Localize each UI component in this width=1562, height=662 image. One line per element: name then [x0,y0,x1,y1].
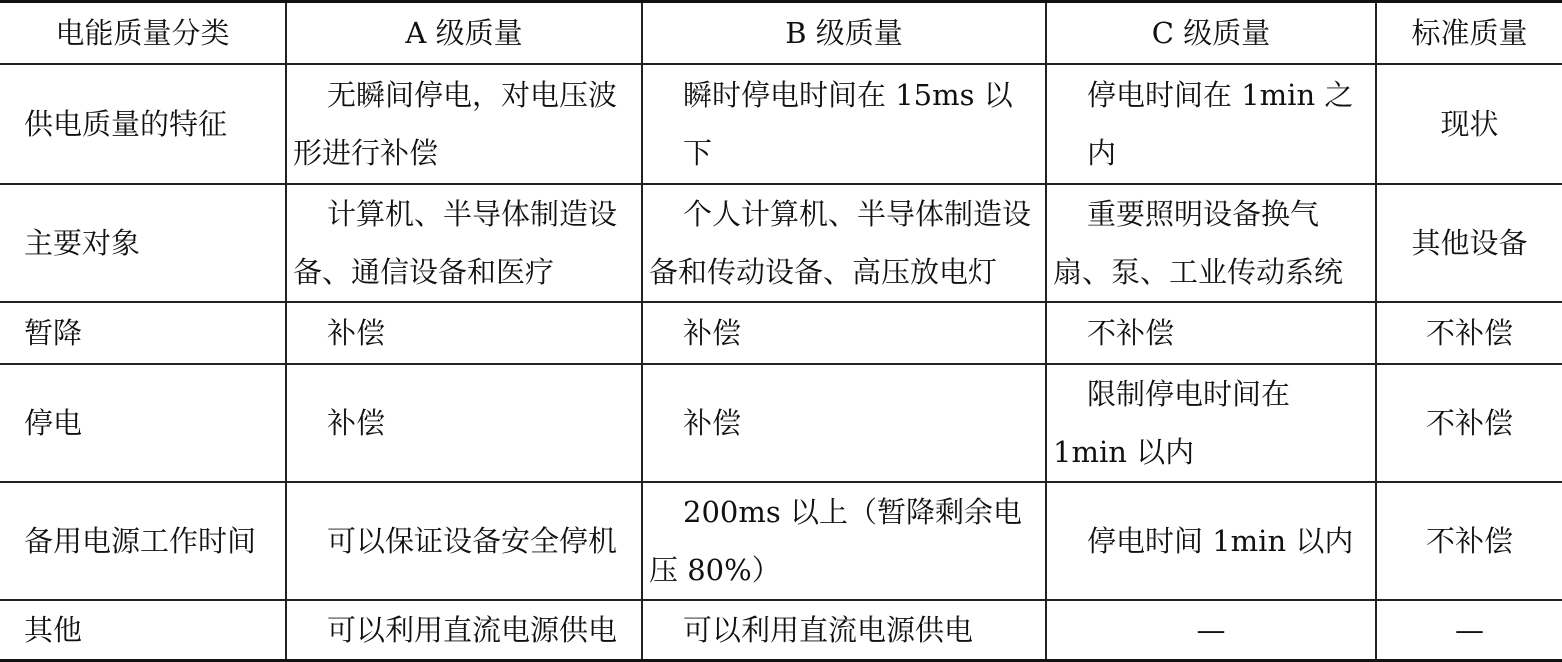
cell-text: 补偿 [327,405,386,440]
cell-text: 补偿 [683,315,742,350]
row-label: 其他 [0,600,286,661]
cell-text: 限制停电时间在 1min 以内 [1053,376,1291,469]
cell-standard: — [1376,600,1562,661]
table-header-row [0,2,1562,64]
cell-grade-a [286,302,642,364]
cell-standard: 现状 [1376,64,1562,184]
header-cell-standard: 标准质量 [1376,2,1562,64]
cell-grade-c [1046,302,1376,364]
cell-grade-a [286,600,642,661]
cell-text: 停电时间在 1min 之内 [1087,77,1354,170]
table-row [0,64,1562,184]
cell-grade-b [642,600,1046,661]
cell-text: 瞬时停电时间在 15ms 以下 [683,77,1013,170]
cell-text: 计算机、半导体制造设备、通信设备和医疗 [293,196,618,289]
table-row [0,184,1562,302]
table-row [0,600,1562,661]
cell-grade-c: — [1046,600,1376,661]
cell-grade-b [642,364,1046,482]
cell-standard: 不补偿 [1376,302,1562,364]
cell-text: 停电时间 1min 以内 [1087,523,1354,558]
cell-grade-b [642,184,1046,302]
row-label: 停电 [0,364,286,482]
header-cell-category: 电能质量分类 [0,2,286,64]
cell-grade-a [286,184,642,302]
cell-text: 可以利用直流电源供电 [327,612,618,647]
header-cell-grade-c: C 级质量 [1046,2,1376,64]
row-label: 供电质量的特征 [0,64,286,184]
cell-text: 无瞬间停电，对电压波形进行补偿 [293,77,618,170]
cell-text: 可以利用直流电源供电 [683,612,974,647]
cell-grade-c [1046,482,1376,600]
cell-text: 可以保证设备安全停机 [327,523,618,558]
cell-text: 补偿 [327,315,386,350]
cell-standard: 不补偿 [1376,482,1562,600]
row-label: 暂降 [0,302,286,364]
cell-text: 不补偿 [1087,315,1175,350]
cell-grade-a [286,64,642,184]
cell-standard: 不补偿 [1376,364,1562,482]
cell-grade-b [642,482,1046,600]
cell-grade-a [286,482,642,600]
header-cell-grade-b: B 级质量 [642,2,1046,64]
cell-grade-c [1046,64,1376,184]
cell-text: 200ms 以上（暂降剩余电压 80%） [649,494,1022,587]
cell-grade-c [1046,184,1376,302]
table-row [0,302,1562,364]
cell-text: 重要照明设备换气扇、泵、工业传动系统 [1053,196,1344,289]
row-label: 备用电源工作时间 [0,482,286,600]
cell-grade-b [642,64,1046,184]
table-row [0,482,1562,600]
cell-standard: 其他设备 [1376,184,1562,302]
cell-text: 个人计算机、半导体制造设备和传动设备、高压放电灯 [649,196,1032,289]
cell-grade-a [286,364,642,482]
row-label: 主要对象 [0,184,286,302]
header-cell-grade-a: A 级质量 [286,2,642,64]
cell-grade-c [1046,364,1376,482]
cell-grade-b [642,302,1046,364]
cell-text: 补偿 [683,405,742,440]
table-row [0,364,1562,482]
